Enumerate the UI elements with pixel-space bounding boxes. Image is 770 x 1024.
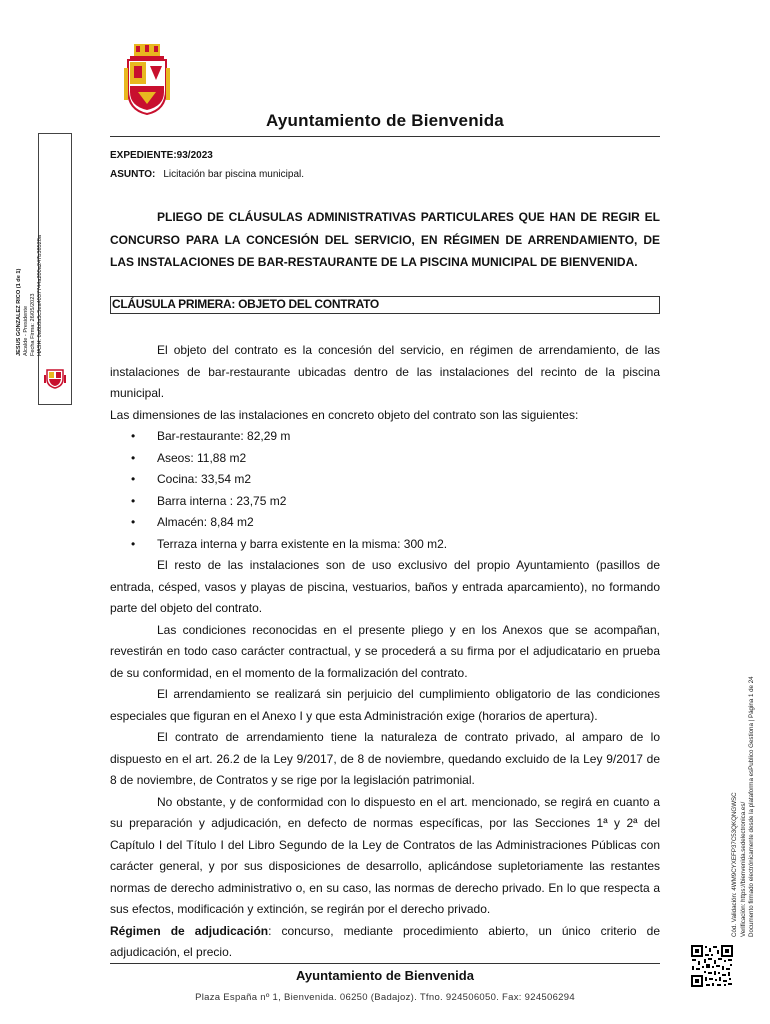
regimen-text: : concurso, mediante procedimiento abierto, un único criterio de adjudicación, el precio. bbox=[110, 923, 660, 959]
header-divider bbox=[110, 136, 660, 137]
signer-name: JESUS GONZALEZ RICO (1 de 1) bbox=[16, 268, 22, 356]
expediente-number: EXPEDIENTE:93/2023 bbox=[110, 150, 213, 161]
list-item: • Cocina: 33,54 m2 bbox=[110, 469, 660, 491]
paragraph-regimen bbox=[110, 921, 660, 964]
signature-text bbox=[16, 186, 50, 356]
validation-code: Cód. Validación: 4WM9CYXEFP37C53QKQNGWSC bbox=[731, 792, 738, 937]
regimen-label: Régimen de adjudicación bbox=[110, 923, 269, 938]
footer-divider bbox=[110, 963, 660, 964]
paragraph-resto: El resto de las instalaciones son de uso exclusivo del propio Ayuntamiento (pasillos de entrada, césped, vasos y playas de piscina, vestuarios, baños y entrada aparcamiento), no formando parte del objeto del contrato. bbox=[110, 558, 660, 615]
municipal-crest-icon bbox=[120, 44, 174, 116]
header-title: Ayuntamiento de Bienvenida bbox=[266, 111, 504, 130]
pliego-title: PLIEGO DE CLÁUSULAS ADMINISTRATIVAS PARTICULARES QUE HAN DE REGIR EL CONCURSO PARA LA CONCESIÓN DEL SERVICIO, EN RÉGIMEN DE ARRENDAMIENTO, DE LAS INSTALACIONES DE BAR-RESTAURANTE DE LA PISCINA MUNICIPAL DE BIENVENIDA. bbox=[110, 210, 660, 269]
paragraph-objeto: El objeto del contrato es la concesión del servicio, en régimen de arrendamiento, de las instalaciones de bar-restaurante ubicadas dentro de las instalaciones del recinto de la piscina municipal. bbox=[110, 343, 660, 400]
list-item: • Barra interna : 23,75 m2 bbox=[110, 491, 660, 513]
signature-hash: HASH: 0a6b8a5c5ea4037744a200a247b38528a bbox=[37, 235, 43, 356]
list-item: • Terraza interna y barra existente en la misma: 300 m2. bbox=[110, 534, 660, 556]
asunto-label: ASUNTO: bbox=[110, 169, 156, 180]
paragraph-condiciones: Las condiciones reconocidas en el presente pliego y en los Anexos que se acompañan, revestirán en todo caso carácter contractual, y se procederá a su firma por el adjudicatario en prueba de su conformidad, en el momento de la formalización del contrato. bbox=[110, 622, 660, 680]
list-item: • Aseos: 11,88 m2 bbox=[110, 448, 660, 470]
qr-code-icon[interactable] bbox=[690, 944, 734, 988]
validation-note: Documento firmado electrónicamente desde la plataforma esPublico Gestiona | Página 1 de 24 bbox=[748, 676, 755, 937]
clausula-title: CLÁUSULA PRIMERA: OBJETO DEL CONTRATO bbox=[112, 297, 379, 311]
footer-title: Ayuntamiento de Bienvenida bbox=[296, 968, 474, 983]
signer-role: Alcalde - Presidente bbox=[23, 305, 29, 356]
validation-text bbox=[731, 637, 765, 937]
validation-url[interactable]: Verificación: https://bienvenida.sedelectronica.es/ bbox=[739, 801, 747, 937]
signature-date: Fecha Firma: 26/05/2023 bbox=[30, 293, 36, 356]
paragraph-dimensiones: Las dimensiones de las instalaciones en concreto objeto del contrato son las siguientes: bbox=[110, 407, 579, 422]
list-item: • Bar-restaurante: 82,29 m bbox=[110, 426, 660, 448]
paragraph-arrendamiento: El arrendamiento se realizará sin perjuicio del cumplimiento obligatorio de las condiciones especiales que figuran en el Anexo I y que esta Administración exige (horarios de apertura). bbox=[110, 687, 660, 723]
asunto-value: Licitación bar piscina municipal. bbox=[163, 169, 304, 180]
paragraph-naturaleza: El contrato de arrendamiento tiene la naturaleza de contrato privado, al amparo de lo dispuesto en el art. 26.2 de la Ley 9/2017, de 8 de noviembre, quedando excluido de la Ley 9/2017 de 8 de noviembre, de Contratos y se rige por la legislación patrimonial. bbox=[110, 730, 660, 787]
signature-crest-icon bbox=[44, 367, 66, 389]
document-body bbox=[110, 340, 660, 964]
asunto-line bbox=[110, 169, 304, 180]
dimensions-list bbox=[110, 426, 660, 555]
footer-address: Plaza España nº 1, Bienvenida. 06250 (Badajoz). Tfno. 924506050. Fax: 924506294 bbox=[195, 992, 575, 1003]
list-item: • Almacén: 8,84 m2 bbox=[110, 512, 660, 534]
paragraph-normativa: No obstante, y de conformidad con lo dispuesto en el art. mencionado, se regirá en cuanto a su preparación y adjudicación, en defecto de normas específicas, por las Secciones 1ª y 2ª del Capítulo I del Título I del Libro Segundo de la Ley de Contratos de las Administraciones Públicas con carácter general, y por sus disposiciones de desarrollo, aplicándose supletoriamente las restantes normas de derecho administrativo o, en su caso, las normas de derecho privado. En lo que respecta a sus efectos, modificación y extinción, se regirán por el derecho privado. bbox=[110, 794, 660, 916]
